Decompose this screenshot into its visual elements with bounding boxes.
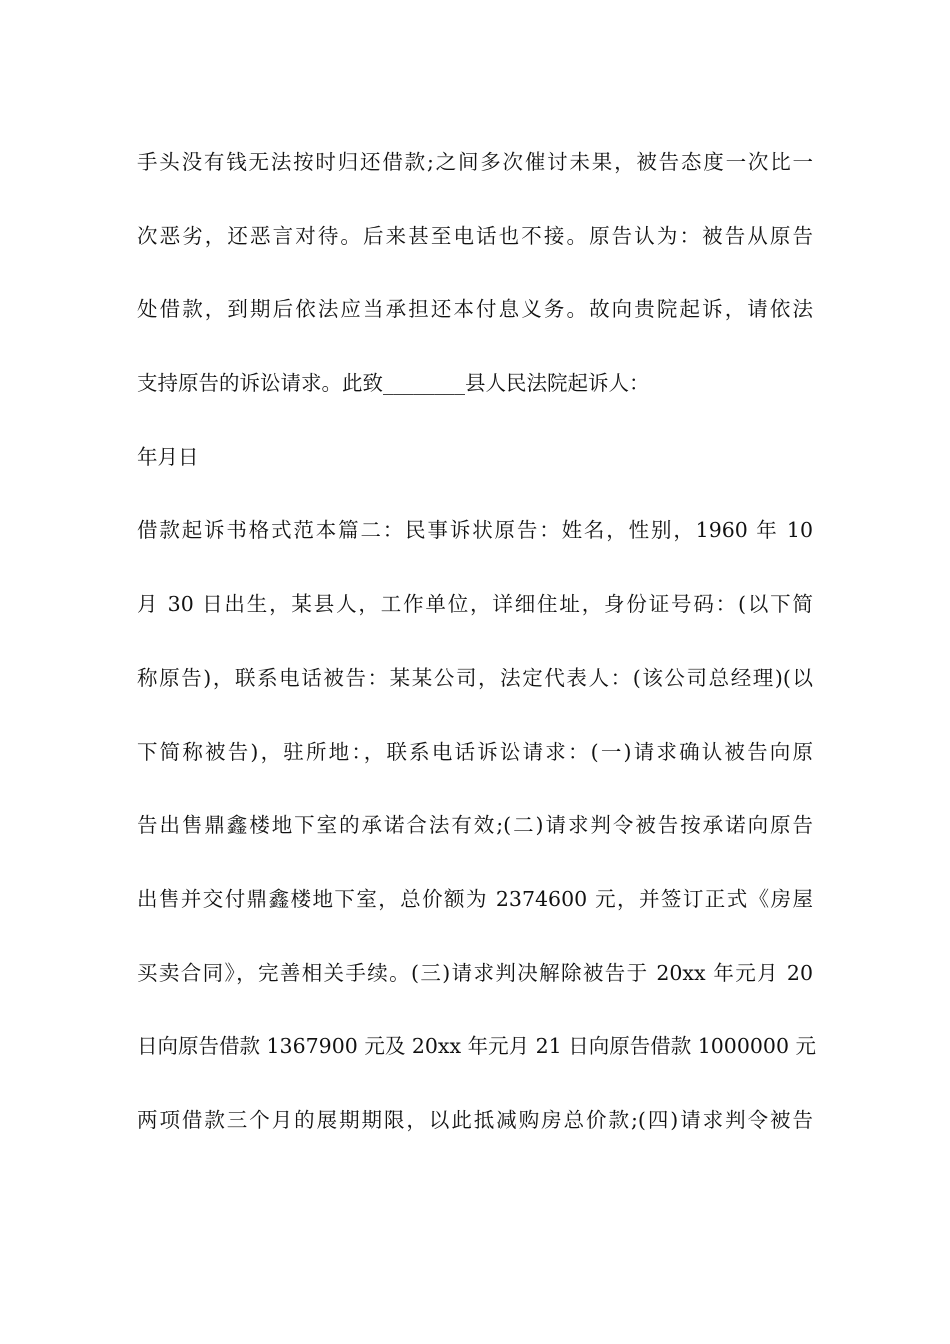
text-line-2: 次恶劣，还恶言对待。后来甚至电话也不接。原告认为：被告从原告 bbox=[137, 223, 813, 248]
text-line-6: 借款起诉书格式范本篇二：民事诉状原告：姓名，性别，1960 年 10 bbox=[137, 518, 813, 543]
text-line-10: 告出售鼎鑫楼地下室的承诺合法有效;(二)请求判令被告按承诺向原告 bbox=[137, 813, 813, 838]
text-line-5: 年月日 bbox=[137, 444, 199, 469]
text-line-9: 下简称被告)，驻所地：，联系电话诉讼请求：(一)请求确认被告向原 bbox=[137, 739, 813, 764]
text-line-12: 买卖合同》，完善相关手续。(三)请求判决解除被告于 20xx 年元月 20 bbox=[137, 960, 813, 985]
text-line-3: 处借款，到期后依法应当承担还本付息义务。故向贵院起诉，请依法 bbox=[137, 297, 813, 322]
text-line-13: 日向原告借款 1367900 元及 20xx 年元月 21 日向原告借款 1000000 元 bbox=[137, 1034, 817, 1059]
text-line-11: 出售并交付鼎鑫楼地下室，总价额为 2374600 元，并签订正式《房屋 bbox=[137, 886, 813, 911]
text-line-14: 两项借款三个月的展期期限，以此抵减购房总价款;(四)请求判令被告 bbox=[137, 1107, 813, 1132]
document-body bbox=[137, 140, 817, 1172]
text-line-1: 手头没有钱无法按时归还借款;之间多次催讨未果，被告态度一次比一 bbox=[137, 150, 813, 174]
text-line-8: 称原告)，联系电话被告：某某公司，法定代表人：(该公司总经理)(以 bbox=[137, 665, 813, 690]
text-line-4: 支持原告的诉讼请求。此致________县人民法院起诉人： bbox=[137, 371, 650, 396]
text-line-7: 月 30 日出生，某县人，工作单位，详细住址，身份证号码：(以下简 bbox=[137, 592, 813, 617]
